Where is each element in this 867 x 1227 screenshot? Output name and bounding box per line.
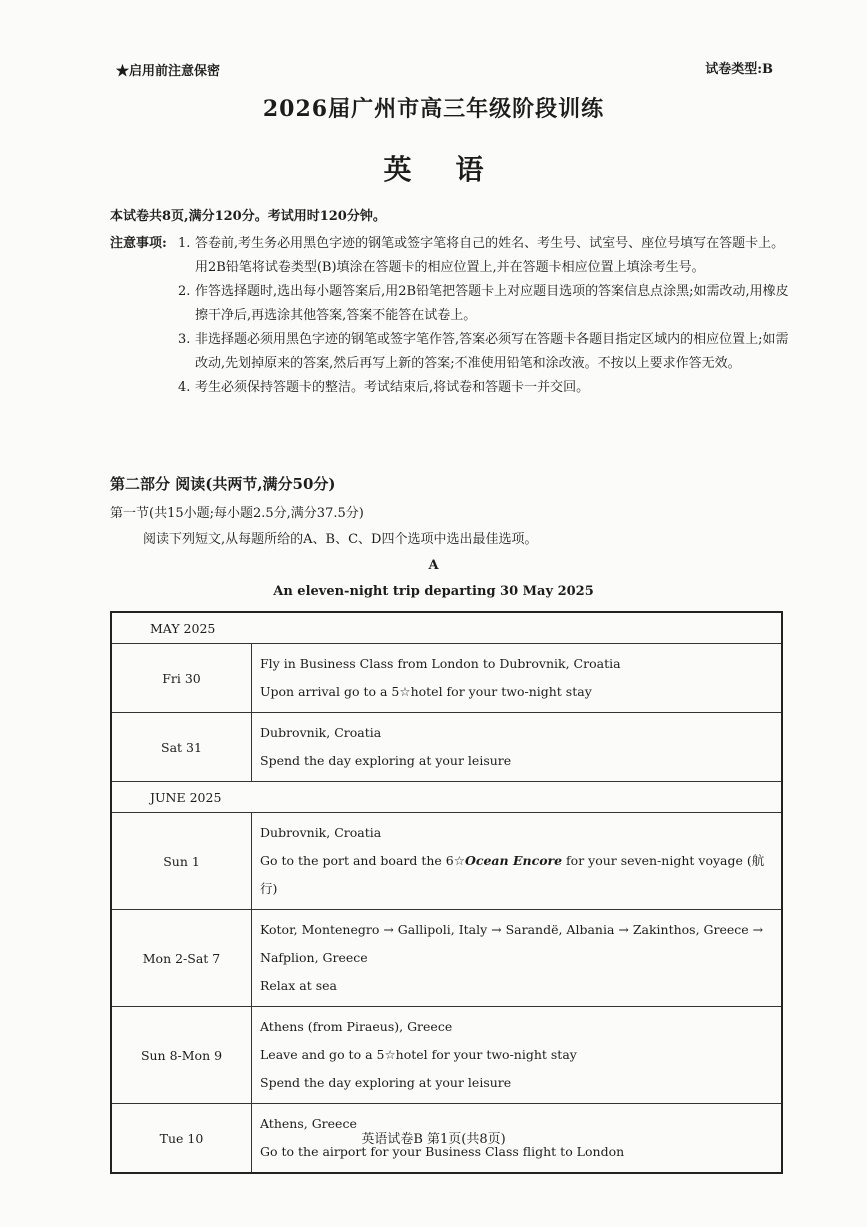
description-cell <box>252 644 783 713</box>
exam-title: 2026届广州市高三年级阶段训练 <box>262 96 605 122</box>
notice-item-number: 4. <box>178 380 191 395</box>
paper-type: 试卷类型:B <box>705 62 773 77</box>
description-cell <box>252 713 783 782</box>
table-row <box>111 1007 782 1104</box>
description-text: Go to the port and board the 6☆ <box>260 853 465 868</box>
table-row <box>111 813 782 910</box>
description-line: Spend the day exploring at your leisure <box>260 753 512 768</box>
description-line: Athens, Greece <box>260 1116 357 1131</box>
description-line: Relax at sea <box>260 978 337 993</box>
notice-item-number: 2. <box>178 284 191 299</box>
section-subtitle: 第一节(共15小题;每小题2.5分,满分37.5分) <box>110 506 364 521</box>
description-cell <box>252 1007 783 1104</box>
subject-title: 英语 <box>383 153 528 186</box>
description-cell <box>252 910 783 1007</box>
ship-name: Ocean Encore <box>464 853 563 868</box>
confidential-note: ★启用前注意保密 <box>116 64 221 79</box>
month-label: JUNE 2025 <box>111 782 782 813</box>
description-line: Leave and go to a 5☆hotel for your two-night stay <box>260 1047 577 1062</box>
description-line: Go to the airport for your Business Class flight to London <box>260 1144 625 1159</box>
notice-item-text: 答卷前,考生务必用黑色字迹的钢笔或签字笔将自己的姓名、考生号、试室号、座位号填写在答题卡上。用2B铅笔将试卷类型(B)填涂在答题卡的相应位置上,并在答题卡相应位置上填涂考生号。 <box>195 236 785 275</box>
date-cell: Sun 1 <box>111 813 252 910</box>
notice-item <box>110 328 790 376</box>
notice-block <box>110 232 790 400</box>
exam-info: 本试卷共8页,满分120分。考试用时120分钟。 <box>110 209 386 224</box>
table-caption: An eleven-night trip departing 30 May 2025 <box>273 584 594 599</box>
description-line: Upon arrival go to a 5☆hotel for your two-night stay <box>260 684 592 699</box>
description-line: Dubrovnik, Croatia <box>260 825 382 840</box>
notice-item <box>110 280 790 328</box>
table-row <box>111 910 782 1007</box>
date-cell: Fri 30 <box>111 644 252 713</box>
date-cell: Tue 10 <box>111 1104 252 1174</box>
passage-label: A <box>428 558 439 573</box>
description-line: Fly in Business Class from London to Dubrovnik, Croatia <box>260 656 621 671</box>
description-line: Athens (from Piraeus), Greece <box>260 1019 453 1034</box>
description-text: for your seven-night voyage (航行) <box>260 853 765 896</box>
notice-item-text: 考生必须保持答题卡的整洁。考试结束后,将试卷和答题卡一并交回。 <box>195 380 590 395</box>
description-line: Nafplion, Greece <box>260 950 368 965</box>
month-label: MAY 2025 <box>111 612 782 644</box>
description-line <box>260 847 781 903</box>
notice-item <box>110 232 790 280</box>
date-cell: Mon 2-Sat 7 <box>111 910 252 1007</box>
date-cell: Sat 31 <box>111 713 252 782</box>
description-cell <box>252 813 783 910</box>
month-row <box>111 612 782 644</box>
table-row <box>111 713 782 782</box>
section-instruction: 阅读下列短文,从每题所给的A、B、C、D四个选项中选出最佳选项。 <box>143 532 538 547</box>
notice-item-number: 3. <box>178 332 191 347</box>
month-row <box>111 782 782 813</box>
notice-item-text: 作答选择题时,选出每小题答案后,用2B铅笔把答题卡上对应题目选项的答案信息点涂黑;如需改动,用橡皮擦干净后,再选涂其他答案,答案不能答在试卷上。 <box>195 284 789 323</box>
itinerary-table <box>110 611 783 1174</box>
notice-label: 注意事项: <box>110 236 167 251</box>
description-line: Kotor, Montenegro → Gallipoli, Italy → Sarandë, Albania → Zakinthos, Greece → <box>260 922 764 937</box>
notice-item <box>110 376 790 400</box>
section-title: 第二部分 阅读(共两节,满分50分) <box>110 475 336 493</box>
notice-item-text: 非选择题必须用黑色字迹的钢笔或签字笔作答,答案必须写在答题卡各题目指定区域内的相应位置上;如需改动,先划掉原来的答案,然后再写上新的答案;不准使用铅笔和涂改液。不按以上要求作答无效。 <box>195 332 789 371</box>
page-footer: 英语试卷B 第1页(共8页) <box>361 1132 506 1147</box>
description-line: Dubrovnik, Croatia <box>260 725 382 740</box>
notice-item-number: 1. <box>178 236 191 251</box>
date-cell: Sun 8-Mon 9 <box>111 1007 252 1104</box>
description-line: Spend the day exploring at your leisure <box>260 1075 512 1090</box>
table-row <box>111 644 782 713</box>
